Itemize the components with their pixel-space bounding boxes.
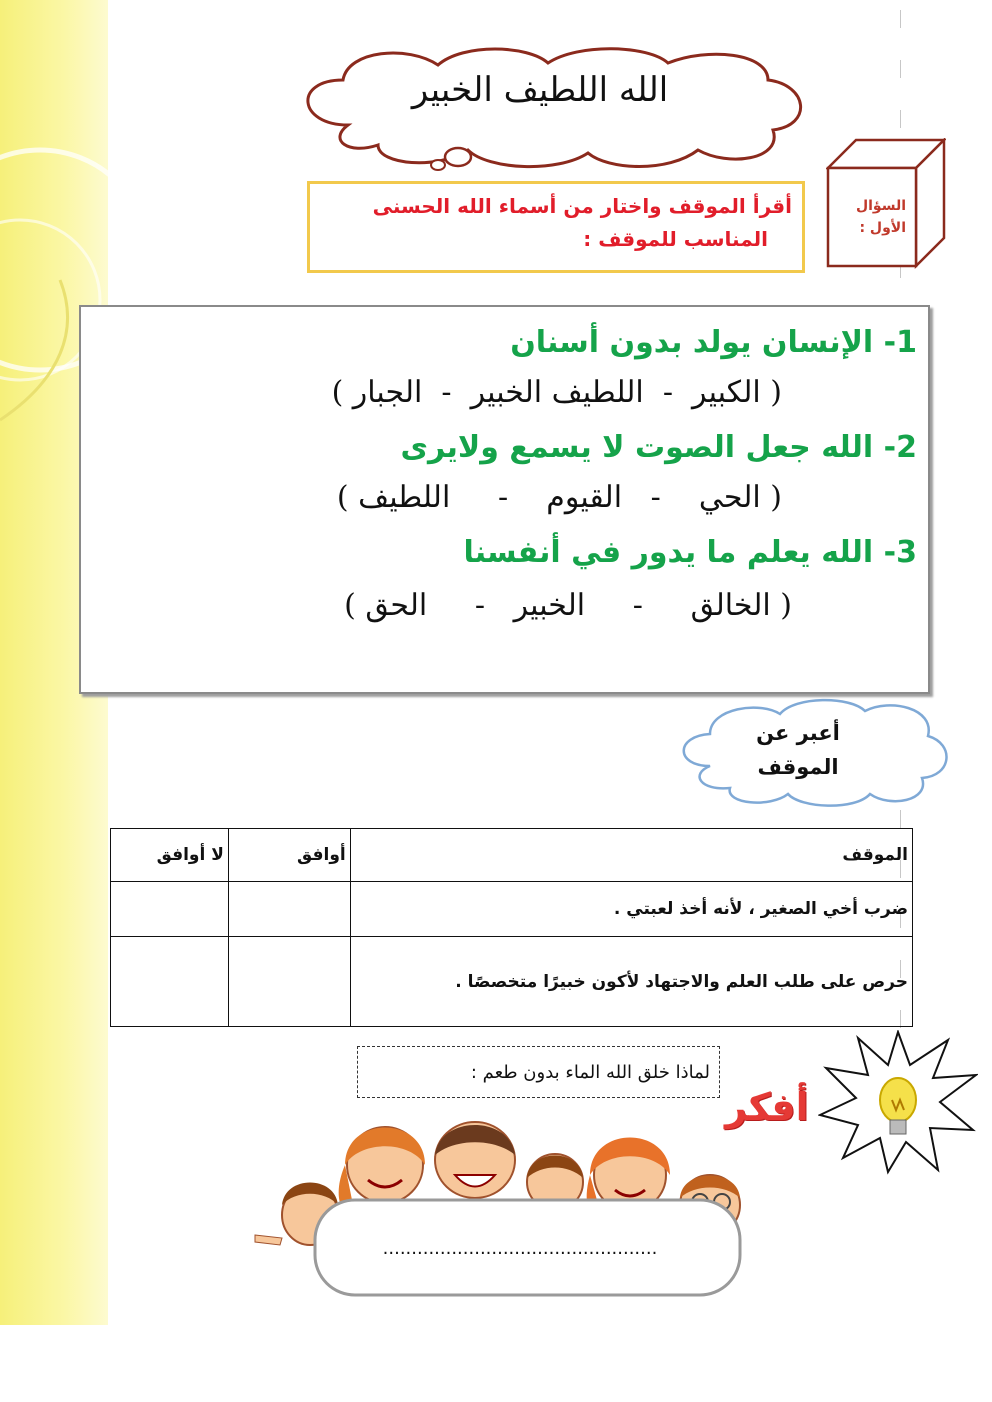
instruction-line-2: المناسب للموقف :: [583, 227, 768, 251]
row-1-situation: ضرب أخي الصغير ، لأنه أخذ لعبتي .: [350, 882, 912, 937]
header-situation: الموقف: [350, 829, 912, 882]
think-label: أفكر: [725, 1085, 809, 1129]
question-number-label: [836, 195, 906, 239]
title-cloud: [288, 45, 808, 175]
express-line-1: أعبر عن: [756, 721, 840, 745]
question-label-line-1: السؤال: [855, 198, 906, 214]
question-1-stem: 1- الإنسان يولد بدون أسنان: [510, 325, 917, 360]
think-question: لماذا خلق الله الماء بدون طعم :: [470, 1062, 710, 1083]
express-heading: [738, 716, 858, 784]
question-1-options: ( الكبير - اللطيف الخبير - الجبار ): [331, 375, 782, 410]
question-2-stem: 2- الله جعل الصوت لا يسمع ولايرى: [400, 430, 917, 465]
instruction-line-1: أقرأ الموقف واختار من أسماء الله الحسنى: [372, 194, 792, 218]
lightbulb-icon: [818, 1030, 978, 1175]
row-1-disagree-cell[interactable]: [111, 882, 229, 937]
kid-face: [435, 1122, 515, 1198]
question-2-options: ( الحي - القيوم - اللطيف ): [336, 480, 782, 515]
header-agree: أوافق: [228, 829, 350, 882]
row-2-agree-cell[interactable]: [228, 937, 350, 1027]
question-3-options: ( الخالق - الخبير - الحق ): [344, 588, 792, 623]
instruction-text: [320, 190, 792, 256]
table-row: [111, 882, 913, 937]
question-label-line-2: الأول :: [859, 220, 906, 236]
table-header-row: [111, 829, 913, 882]
question-3-stem: 3- الله يعلم ما يدور في أنفسنا: [463, 535, 917, 570]
row-2-situation: حرص على طلب العلم والاجتهاد لأكون خبيرًا متخصصًا .: [350, 937, 912, 1027]
header-disagree: لا أوافق: [111, 829, 229, 882]
page-title: الله اللطيف الخبير: [411, 70, 669, 110]
express-line-2: الموقف: [757, 755, 839, 779]
answer-input-line[interactable]: ................................................: [382, 1238, 658, 1259]
attitude-table: [110, 828, 913, 1027]
row-1-agree-cell[interactable]: [228, 882, 350, 937]
children-illustration: [250, 1120, 750, 1300]
table-row: [111, 937, 913, 1027]
row-2-disagree-cell[interactable]: [111, 937, 229, 1027]
